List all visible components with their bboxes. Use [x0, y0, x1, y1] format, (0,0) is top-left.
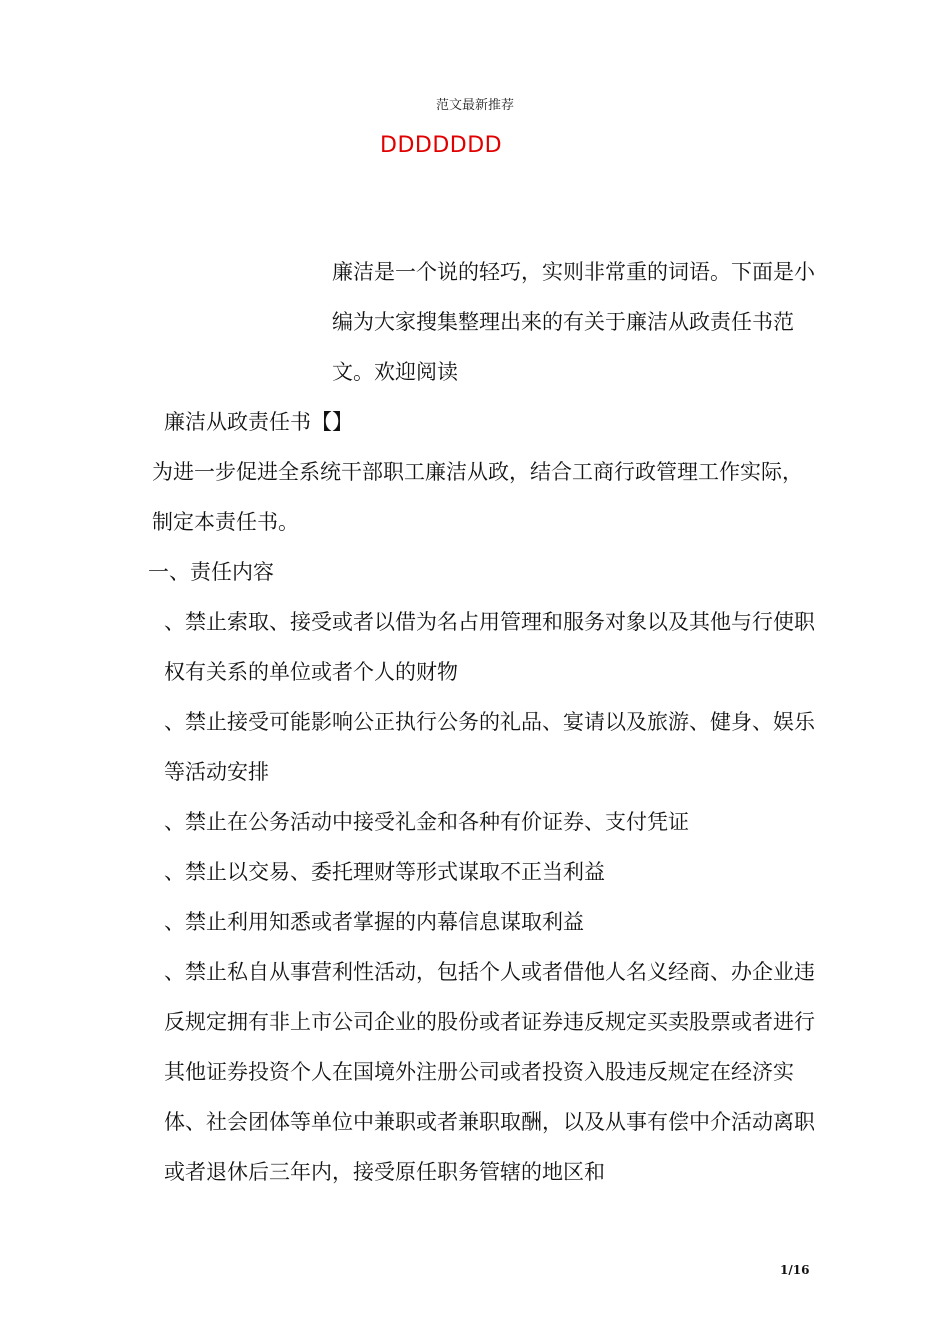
section-title: 一、责任内容 — [148, 560, 274, 584]
page-number: 1/16 — [780, 1263, 810, 1277]
list-item: 、禁止利用知悉或者掌握的内幕信息谋取利益 — [164, 910, 584, 934]
purpose-paragraph: 为进一步促进全系统干部职工廉洁从政，结合工商行政管理工作实际，制定本责任书。 — [152, 460, 803, 534]
list-item: 、禁止索取、接受或者以借为名占用管理和服务对象以及其他与行使职权有关系的单位或者个人的财物 — [164, 610, 815, 684]
list-item: 、禁止接受可能影响公正执行公务的礼品、宴请以及旅游、健身、娱乐等活动安排 — [164, 710, 815, 784]
list-item: 、禁止以交易、委托理财等形式谋取不正当利益 — [164, 860, 605, 884]
document-title: DDDDDDD — [380, 133, 503, 158]
header-label: 范文最新推荐 — [435, 98, 514, 113]
intro-paragraph: 廉洁是一个说的轻巧，实则非常重的词语。下面是小编为大家搜集整理出来的有关于廉洁从政责任书范文。欢迎阅读 — [332, 260, 815, 384]
document-body — [142, 247, 822, 1197]
section-heading: 廉洁从政责任书【】 — [164, 410, 353, 434]
list-item: 、禁止私自从事营利性活动，包括个人或者借他人名义经商、办企业违反规定拥有非上市公司企业的股份或者证券违反规定买卖股票或者进行其他证券投资个人在国境外注册公司或者投资入股违反规定在经济实体、社会团体等单位中兼职或者兼职取酬，以及从事有偿中介活动离职或者退休后三年内，接受原任职务管辖的地区和 — [164, 960, 815, 1184]
list-item: 、禁止在公务活动中接受礼金和各种有价证券、支付凭证 — [164, 810, 689, 834]
